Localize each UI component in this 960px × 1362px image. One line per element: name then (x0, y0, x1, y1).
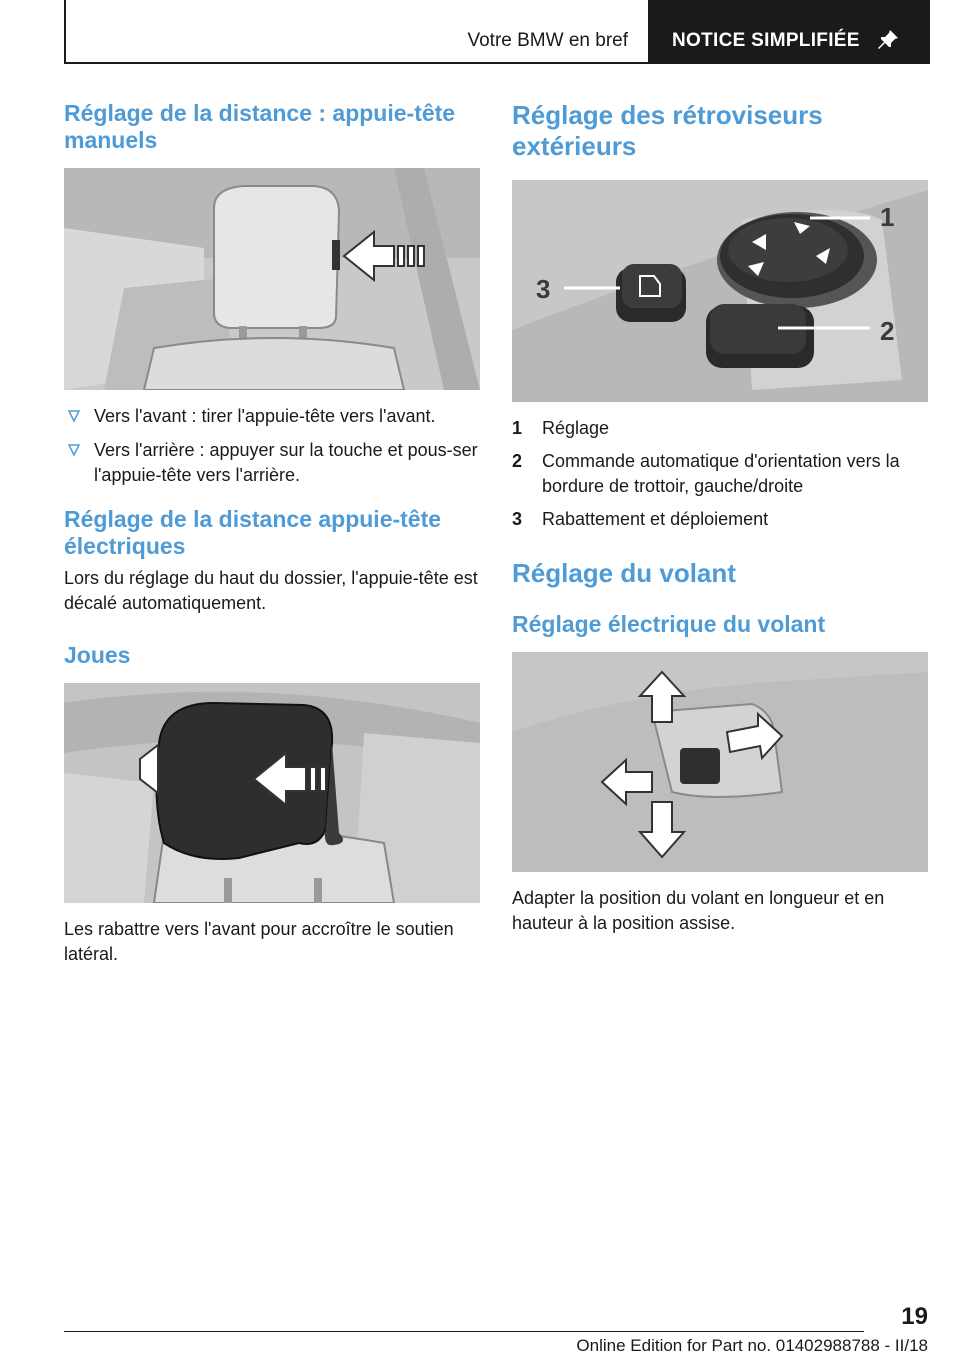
right-column (512, 100, 928, 950)
page-header (64, 0, 930, 64)
section-title-cheeks: Joues (64, 642, 131, 668)
section-title-electric-headrest: Réglage de la distance appuie-tête électriques (64, 506, 442, 559)
legend-text: Commande automatique d'orientation vers la bordure de trottoir, gauche/droite (542, 451, 900, 496)
list-item (512, 416, 928, 441)
mirror-controls-legend (512, 416, 928, 532)
legend-number: 1 (512, 418, 523, 438)
pushpin-icon (876, 28, 900, 52)
section-title-steering: Réglage du volant (512, 558, 736, 588)
header-chapter-title: NOTICE SIMPLIFIÉE (672, 30, 860, 51)
list-item (512, 449, 928, 499)
header-chapter-tab (648, 0, 928, 62)
callout-3: 3 (536, 274, 551, 304)
list-item (512, 507, 928, 532)
legend-text: Réglage (542, 418, 610, 438)
legend-number: 3 (512, 509, 523, 529)
callout-1: 1 (880, 202, 895, 232)
legend-text: Rabattement et déploiement (542, 509, 769, 529)
footer-edition: Online Edition for Part no. 01402988788 - II/18 (576, 1336, 928, 1355)
list-item (64, 438, 480, 488)
electric-headrest-text: Lors du réglage du haut du dossier, l'appuie-tête est décalé automatiquement. (64, 568, 478, 613)
headrest-manual-steps (64, 404, 480, 488)
footer-divider (64, 1331, 864, 1332)
header-section-title: Votre BMW en bref (467, 30, 628, 51)
callout-2: 2 (880, 316, 895, 346)
section-title-manual-headrest: Réglage de la distance : appuie-tête manuels (64, 100, 456, 153)
page-number: 19 (901, 1303, 928, 1330)
section-title-mirrors: Réglage des rétroviseurs extérieurs (512, 100, 823, 161)
cheeks-text: Les rabattre vers l'avant pour accroître le soutien latéral. (64, 919, 454, 964)
triangle-bullet-icon (68, 410, 80, 422)
steering-adjust-figure (512, 652, 928, 872)
legend-number: 2 (512, 451, 523, 471)
list-item-text: Vers l'arrière : appuyer sur la touche et pous-ser l'appuie-tête vers l'arrière. (94, 440, 478, 485)
steering-text: Adapter la position du volant en longueur et en hauteur à la position assise. (512, 888, 885, 933)
headrest-cheeks-figure (64, 683, 480, 903)
list-item-text: Vers l'avant : tirer l'appuie-tête vers l'avant. (94, 406, 436, 426)
section-title-electric-steering: Réglage électrique du volant (512, 611, 826, 637)
list-item (64, 404, 480, 429)
triangle-bullet-icon (68, 444, 80, 456)
mirror-controls-figure (512, 180, 928, 402)
left-column (64, 100, 480, 981)
headrest-manual-figure (64, 168, 480, 390)
